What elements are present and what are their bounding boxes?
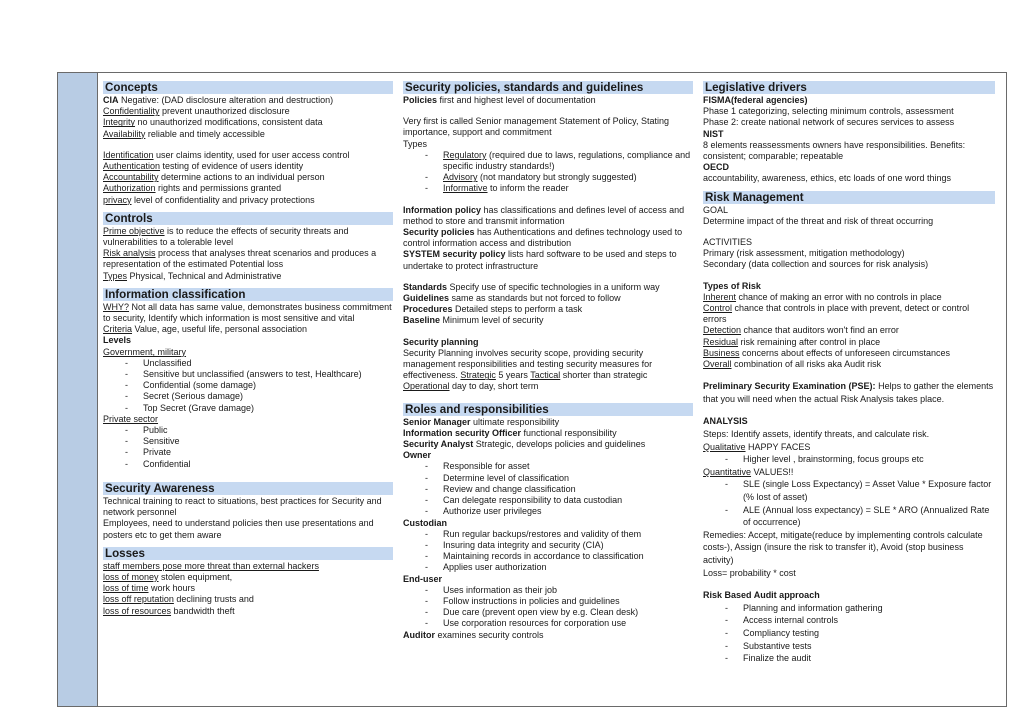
roles-heading: Roles and responsibilities	[403, 403, 693, 416]
document-frame	[57, 72, 1007, 707]
domain-sidebar	[58, 73, 98, 706]
column-left: Concepts CIA Negative: (DAD disclosure alteration and destruction) Confidentiality prevent unauthorized disclosure Integrity no unauthorized modifications, consistent data Availability reliable and timely accessible Identification user claims identity, used for user access control Authentication testing of evidence of users identity Accountability determine actions to an individual person Authorization rights and permissions granted privacy level of confidentiality and privacy protections Controls Prime objective is to reduce the effects of security threats and vulnerabilities to a tolerable level Risk analysis process that analyses threat scenarios and produces a representation of the estimated Potential loss Types Physical, Technical and Administrative Information classification WHY? Not all data has same value, demonstrates business commitment to security, Identify which information is most sensitive and vital Criteria Value, age, useful life, personal association Levels Government, military - Unclassified - Sensitive but unclassified (answers to test, Healthcare) - Confidential (some damage) - Secret (Serious damage) - Top Secret (Grave damage) Private sector - Public - Sensitive - Private - Confidential Security Awareness Technical training to react to situations, best practices for Security and network personnel Employees, need to understand policies then use presentations and posters etc to get them aware Losses staff members pose more threat than external hackers loss of money stolen equipment, loss of time work hours loss off reputation declining trusts and loss of resources bandwidth theft	[103, 81, 393, 617]
concepts-heading: Concepts	[103, 81, 393, 94]
policies-heading: Security policies, standards and guidelines	[403, 81, 693, 94]
awareness-heading: Security Awareness	[103, 482, 393, 495]
concepts-list-1: Confidentiality prevent unauthorized disclosure Integrity no unauthorized modifications, consistent data Availability reliable and timely accessible	[103, 106, 323, 139]
column-right: Legislative drivers FISMA(federal agencies) Phase 1 categorizing, selecting minimum controls, assessment Phase 2: create national network of secures services to assess NIST 8 elements reassessments owners have responsibilities. Benefits: consistent; comparable; repeatable OECD accountability, awareness, ethics, etc loads of one word things Risk Management GOAL Determine impact of the threat and risk of threat occurring ACTIVITIES Primary (risk assessment, mitigation methodology) Secondary (data collection and sources for risk analysis) Types of Risk Inherent chance of making an error with no controls in place Control chance that controls in place with prevent, detect or control errors Detection chance that auditors won't find an error Residual risk remaining after control in place Business concerns about effects of unforeseen circumstances Overall combination of all risks aka Audit risk Preliminary Security Examination (PSE): Helps to gather the elements that you will need when the actual Risk Analysis takes place. ANALYSIS Steps: Identify assets, identify threats, and calculate risk. Qualitative HAPPY FACES - Higher level , brainstorming, focus groups etc Quantitative VALUES!! - SLE (single Loss Expectancy) = Asset Value * Exposure factor (% lost of asset) - ALE (Annual loss expectancy) = SLE * ARO (Annualized Rate of occurrence) Remedies: Accept, mitigate(reduce by implementing controls calculate costs-), Assign (insure the risk to transfer it), Avoid (stop business activity) Loss= probability * cost Risk Based Audit approach - Planning and information gathering - Access internal controls - Compliancy testing - Substantive tests - Finalize the audit	[703, 81, 995, 665]
cia-line: CIA Negative: (DAD disclosure alteration and destruction)	[103, 95, 334, 105]
column-middle: Security policies, standards and guidelines Policies first and highest level of documentation Very first is called Senior management Statement of Policy, Stating importance, support and commitment Types - Regulatory (required due to laws, regulations, compliance and specific industry standards!) - Advisory (not mandatory but strongly suggested) - Informative to inform the reader Information policy has classifications and defines level of access and method to store and transmit information Security policies has Authentications and defines technology used to control information access and distribution SYSTEM security policy lists hard software to be used and steps to undertake to protect infrastructure Standards Specify use of specific technologies in a uniform way Guidelines same as standards but not forced to follow Procedures Detailed steps to perform a task Baseline Minimum level of security Security planning Security Planning involves security scope, providing security management responsibilities and testing security measures for effectiveness. Strategic 5 years Tactical shorter than strategic Operational day to day, short term Roles and responsibilities Senior Manager ultimate responsibility Information security Officer functional responsibility Security Analyst Strategic, develops policies and guidelines Owner - Responsible for asset - Determine level of classification - Review and change classification - Can delegate responsibility to data custodian - Authorize user privileges Custodian - Run regular backups/restores and validity of them - Insuring data integrity and security (CIA) - Maintaining records in accordance to classification - Applies user authorization End-user - Uses information as their job - Follow instructions in policies and guidelines - Due care (prevent open view by e.g. Clean desk) - Use corporation resources for corporation use Auditor examines security controls	[403, 81, 693, 641]
info-classification-heading: Information classification	[103, 288, 393, 301]
legislative-heading: Legislative drivers	[703, 81, 995, 94]
losses-heading: Losses	[103, 547, 393, 560]
concepts-list-2: Identification user claims identity, used for user access control Authentication testing of evidence of users identity Accountability determine actions to an individual person Authorization rights and permissions granted privacy level of confidentiality and privacy protections	[103, 149, 350, 205]
controls-heading: Controls	[103, 212, 393, 225]
risk-heading: Risk Management	[703, 191, 995, 204]
